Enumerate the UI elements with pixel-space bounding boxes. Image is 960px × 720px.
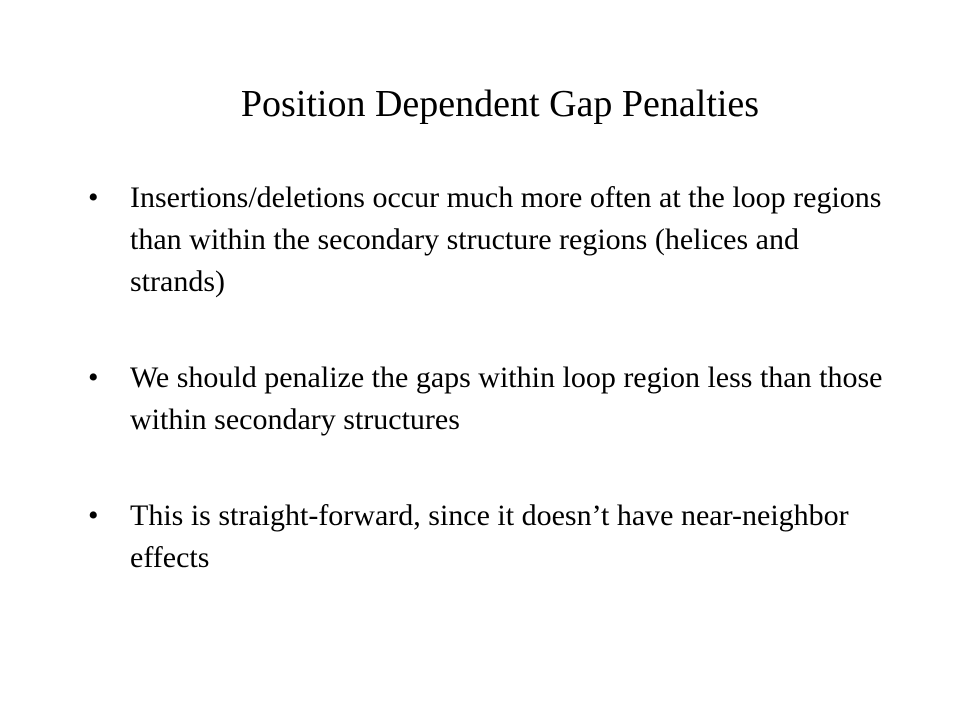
bullet-item <box>88 357 888 441</box>
bullet-marker: • <box>88 499 99 532</box>
bullet-item <box>88 177 888 303</box>
bullet-list <box>88 177 888 579</box>
bullet-item <box>88 495 888 579</box>
bullet-marker: • <box>88 361 99 394</box>
bullet-text: Insertions/deletions occur much more often at the loop regions than within the secondary structure regions (helices and strands) <box>130 181 882 298</box>
bullet-text: This is straight-forward, since it doesn’t have near-neighbor effects <box>130 499 849 574</box>
bullet-text: We should penalize the gaps within loop region less than those within secondary structures <box>130 361 883 436</box>
bullet-marker: • <box>88 181 99 214</box>
slide-title: Position Dependent Gap Penalties <box>240 83 760 125</box>
